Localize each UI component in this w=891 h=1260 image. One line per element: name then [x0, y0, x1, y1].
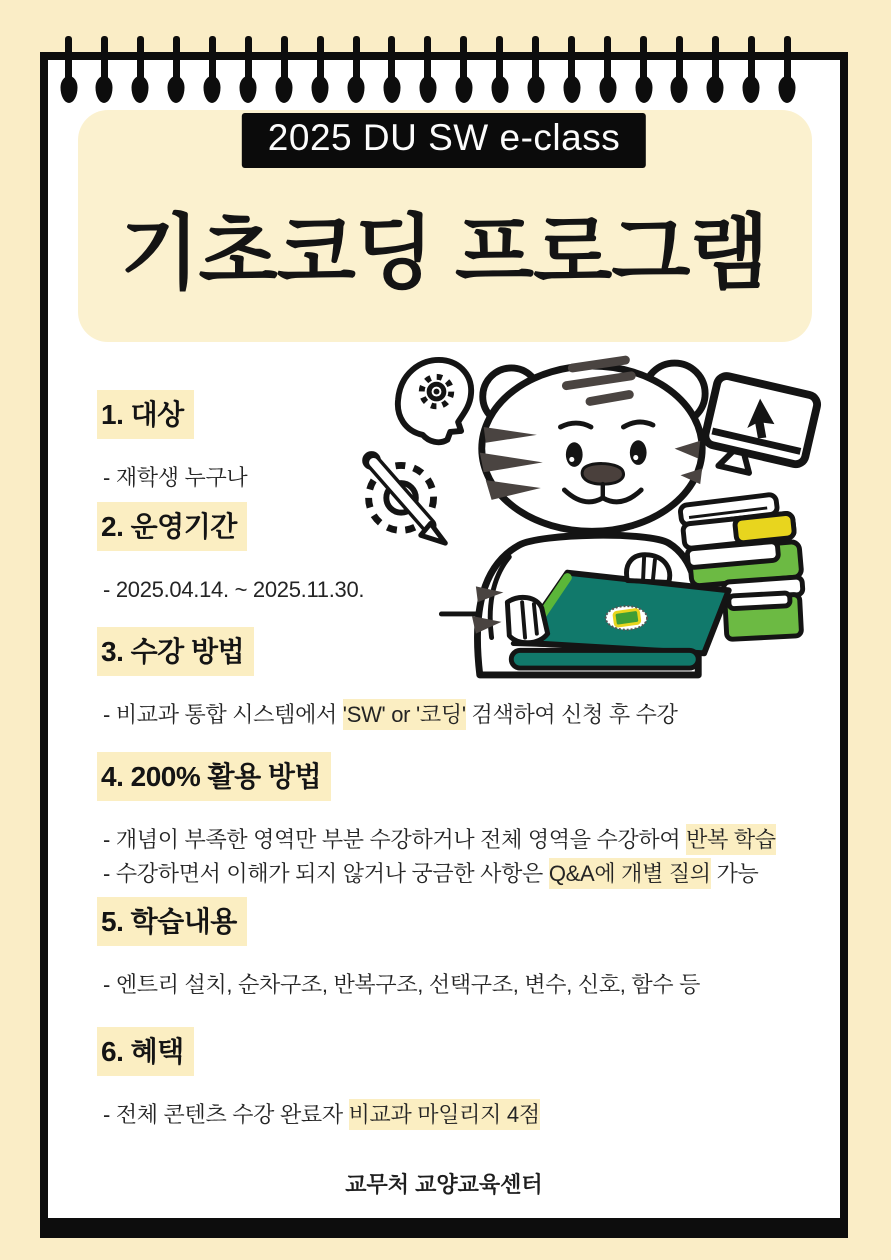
thinking-head-gear-icon	[398, 360, 471, 442]
notebook-page	[40, 52, 848, 1238]
section-heading: 1. 대상	[97, 390, 194, 439]
monitor-cursor-icon	[699, 374, 819, 484]
section-body-line: - 전체 콘텐츠 수강 완료자 비교과 마일리지 4점	[97, 1098, 540, 1132]
section-heading: 3. 수강 방법	[97, 627, 254, 676]
section-target	[97, 390, 247, 495]
section-heading: 4. 200% 활용 방법	[97, 752, 331, 801]
book-stack	[680, 494, 803, 639]
section-contents	[97, 897, 700, 1002]
section-benefits	[97, 1027, 540, 1132]
program-badge: 2025 DU SW e-class	[242, 113, 646, 168]
section-body-line: - 엔트리 설치, 순차구조, 반복구조, 선택구조, 변수, 신호, 함수 등	[103, 972, 701, 997]
organizer-footer: 교무처 교양교육센터	[345, 1172, 543, 1197]
section-body-line: - 수강하면서 이해가 되지 않거나 궁금한 사항은 Q&A에 개별 질의 가능	[97, 857, 776, 891]
section-period	[97, 502, 364, 607]
section-heading: 6. 혜택	[97, 1027, 194, 1076]
gear-pencil-icon	[365, 454, 446, 544]
section-body-line: - 비교과 통합 시스템에서 'SW' or '코딩' 검색하여 신청 후 수강	[97, 698, 678, 732]
section-body-line: - 2025.04.14. ~ 2025.11.30.	[103, 577, 365, 602]
section-heading: 5. 학습내용	[97, 897, 247, 946]
section-body-line: - 개념이 부족한 영역만 부분 수강하거나 전체 영역을 수강하여 반복 학습	[97, 823, 776, 857]
section-how-to-enroll	[97, 627, 678, 732]
section-heading: 2. 운영기간	[97, 502, 247, 551]
section-usage-tips	[97, 752, 776, 891]
page-title: 기초코딩 프로그램	[120, 208, 768, 299]
section-body-line: - 재학생 누구나	[103, 465, 248, 490]
